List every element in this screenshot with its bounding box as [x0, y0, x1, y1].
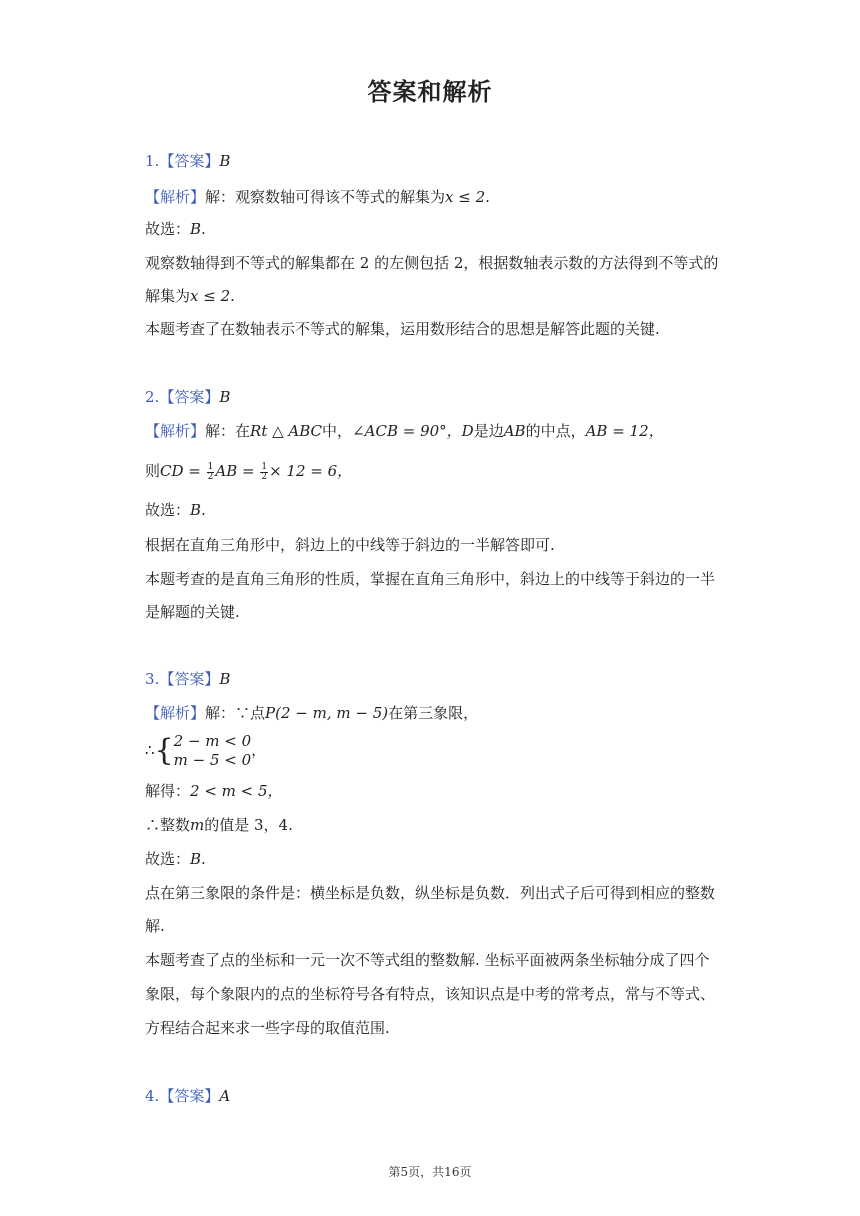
q1-explain-line-1: 观察数轴得到不等式的解集都在 2 的左侧包括 2，根据数轴表示数的方法得到不等式的: [145, 254, 719, 272]
q1-explain-text: 解集为: [145, 287, 191, 305]
q3-system-comma: ，: [251, 741, 267, 759]
q4-number: 4.: [145, 1087, 160, 1105]
q3-choice-text: 故选：: [145, 850, 191, 868]
q3-solve-line: [145, 781, 725, 801]
q1-explain-math: x ≤ 2.: [190, 287, 235, 305]
q3-text-a: 解：∵点: [205, 704, 266, 722]
q3-analysis-line-1: [145, 703, 725, 723]
q3-integer-line: [145, 815, 725, 835]
q3-integer-var: m: [190, 816, 205, 834]
q1-choice-math: B.: [190, 220, 206, 238]
q2-fraction-1: [207, 463, 215, 482]
q2-formula-line: [145, 461, 725, 482]
q2-formula-text: 则: [145, 462, 161, 480]
q1-number: 1.: [145, 152, 160, 170]
q2-answer-line: [145, 387, 725, 407]
q3-text-b: 在第三象限，: [388, 704, 479, 722]
q2-number: 2.: [145, 388, 160, 406]
q2-formula-cd: CD =: [160, 462, 201, 480]
q1-analysis-text: 解：观察数轴可得该不等式的解集为: [205, 188, 446, 206]
q2-math-a: Rt △ ABC: [250, 422, 323, 440]
q1-analysis-tag: 【解析】: [145, 188, 206, 206]
q1-answer: B: [219, 152, 231, 170]
q2-summary-line-2: 是解题的关键.: [145, 603, 240, 621]
q2-text-b: 中，: [322, 422, 353, 440]
q2-text-c: 是边: [473, 422, 504, 440]
q1-summary-line: 本题考查了在数轴表示不等式的解集，运用数形结合的思想是解答此题的关键.: [145, 320, 660, 338]
q3-solve-math: 2 < m < 5，: [190, 782, 283, 800]
q4-answer: A: [219, 1087, 231, 1105]
q1-choice-text: 故选：: [145, 220, 191, 238]
q2-answer-tag: 【答案】: [159, 388, 220, 406]
q2-math-c: AB: [503, 422, 526, 440]
q2-analysis-line-1: [145, 421, 725, 441]
q2-fraction-1-num: 1: [207, 461, 214, 472]
q1-answer-line: [145, 151, 725, 171]
q3-system: [174, 732, 252, 770]
q1-analysis-line-1: [145, 187, 725, 207]
q1-answer-tag: 【答案】: [159, 152, 220, 170]
q2-summary-line-1: 本题考查的是直角三角形的性质，掌握在直角三角形中，斜边上的中线等于斜边的一半: [145, 570, 716, 588]
q3-math-point: P(2 − m, m − 5): [265, 704, 389, 722]
q2-fraction-1-den: 2: [207, 471, 214, 482]
q3-answer-line: [145, 669, 725, 689]
q3-answer: B: [219, 670, 231, 688]
q3-analysis-tag: 【解析】: [145, 704, 206, 722]
q1-analysis-math: x ≤ 2.: [445, 188, 490, 206]
q3-choice-math: B.: [190, 850, 206, 868]
q3-explain-line-1: 点在第三象限的条件是：横坐标是负数，纵坐标是负数．列出式子后可得到相应的整数: [145, 884, 716, 902]
q2-explain-line: 根据在直角三角形中，斜边上的中线等于斜边的一半解答即可.: [145, 536, 555, 554]
q3-system-line: [145, 730, 725, 770]
page-title: 答案和解析: [367, 78, 493, 106]
q3-answer-tag: 【答案】: [159, 670, 220, 688]
q2-text-d: 的中点，: [525, 422, 586, 440]
q2-choice-text: 故选：: [145, 501, 191, 519]
q3-therefore: ∴: [145, 741, 155, 759]
q4-answer-line: [145, 1086, 725, 1106]
q2-answer: B: [219, 388, 231, 406]
q3-integer-text-a: ∴整数: [145, 816, 191, 834]
q2-choice-line: [145, 500, 725, 520]
q2-text-a: 解：在: [205, 422, 251, 440]
q3-summary-line-2: 象限，每个象限内的点的坐标符号各有特点，该知识点是中考的常考点，常与不等式、: [145, 985, 716, 1003]
q3-brace: {: [154, 733, 174, 768]
q3-choice-line: [145, 849, 725, 869]
q2-fraction-2: [260, 463, 268, 482]
q3-system-row-1: 2 − m < 0: [173, 732, 252, 750]
q2-math-b: ∠ACB = 90°，D: [352, 422, 474, 440]
q3-explain-line-2: 解.: [145, 917, 165, 935]
q1-explain-line-2: [145, 286, 725, 306]
q3-summary-line-3: 方程结合起来求一些字母的取值范围.: [145, 1019, 390, 1037]
q2-analysis-tag: 【解析】: [145, 422, 206, 440]
q3-summary-line-1: 本题考查了点的坐标和一元一次不等式组的整数解. 坐标平面被两条坐标轴分成了四个: [145, 951, 710, 969]
q3-solve-text: 解得：: [145, 782, 191, 800]
q3-number: 3.: [145, 670, 160, 688]
q2-fraction-2-den: 2: [261, 471, 268, 482]
page-footer: 第5页，共16页: [388, 1165, 472, 1179]
q4-answer-tag: 【答案】: [159, 1087, 220, 1105]
q2-choice-math: B.: [190, 501, 206, 519]
q2-formula-ab: AB =: [215, 462, 255, 480]
q2-math-d: AB = 12，: [585, 422, 664, 440]
q3-integer-text-b: 的值是 3，4.: [204, 816, 293, 834]
q3-system-row-2: m − 5 < 0: [173, 751, 252, 769]
q2-formula-result: × 12 = 6，: [269, 462, 353, 480]
q1-choice-line: [145, 219, 725, 239]
q2-fraction-2-num: 1: [261, 461, 268, 472]
